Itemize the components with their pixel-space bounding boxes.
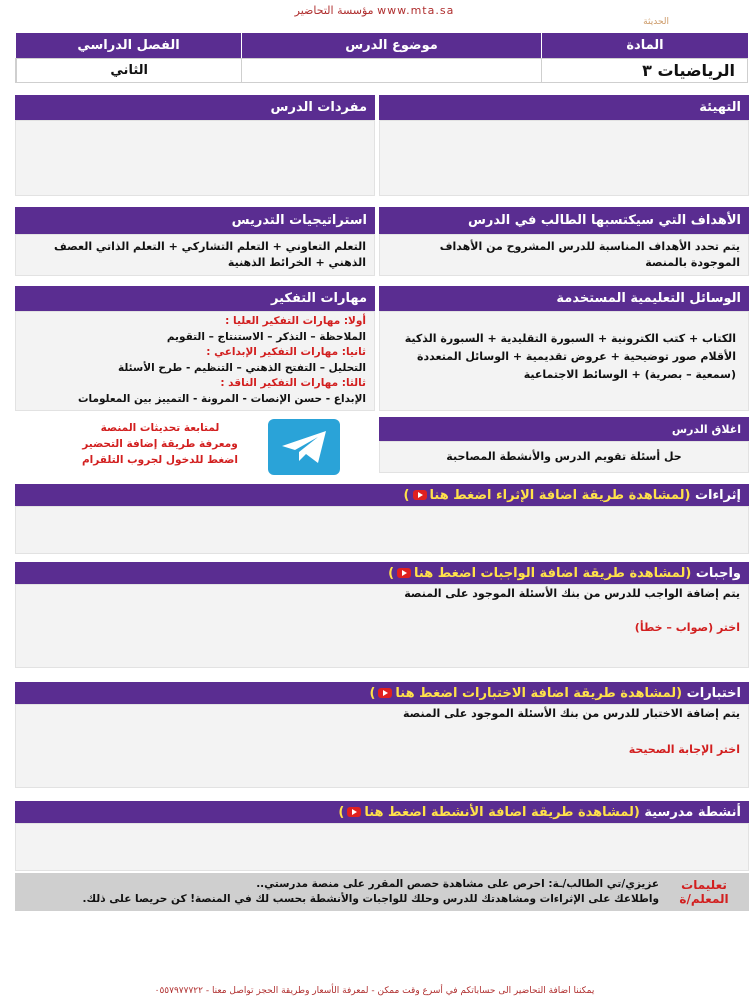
homework-text: يتم إضافة الواجب للدرس من بنك الأسئلة الموجود على المنصة xyxy=(404,587,740,600)
thinking-body xyxy=(15,311,375,411)
homework-link[interactable]: (لمشاهدة طريقة اضافة الواجبات اضغط هنا xyxy=(414,565,692,581)
youtube-icon[interactable] xyxy=(413,490,427,500)
closing-text: حل أسئلة تقويم الدرس والأنشطة المصاحبة xyxy=(379,441,749,473)
tests-title: اختبارات xyxy=(686,685,741,701)
teacher-label: تعليمات المعلم/ة xyxy=(679,878,729,906)
enrich-title: إثراءات xyxy=(694,487,741,503)
strategies-text: التعلم التعاوني + التعلم التشاركي + التعلم الذاتي العصف الذهني + الخرائط الذهنية xyxy=(15,234,375,276)
subject-label: المادة xyxy=(541,33,748,58)
topic-label: موضوع الدرس xyxy=(241,33,541,58)
tests-text: يتم إضافة الاختبار للدرس من بنك الأسئلة الموجود على المنصة xyxy=(403,707,740,720)
teacher-line2: واطلاعك على الإثراءات ومشاهدتك للدرس وحلك للواجبات والأنشطة بحسب لك في المنصة! كن حريصا على ذلك. xyxy=(82,893,659,905)
enrich-body xyxy=(15,506,749,554)
teacher-line1-prefix: عزيزي/تي الطالب/ـة: xyxy=(548,878,659,890)
telegram-icon[interactable] xyxy=(268,419,340,475)
term-value: الثاني xyxy=(16,59,241,82)
subject-value: الرياضيات ٣ xyxy=(541,59,747,82)
activities-bar: أنشطة مدرسية (لمشاهدة طريقة اضافة الأنشطة اضغط هنا ) xyxy=(15,801,749,823)
youtube-icon[interactable] xyxy=(378,688,392,698)
activities-body xyxy=(15,823,749,871)
telegram-plane-icon xyxy=(268,419,340,475)
objectives-title: الأهداف التي سيكتسبها الطالب في الدرس xyxy=(379,207,749,234)
thinking-heading-3: ثالثا: مهارات التفكير الناقد : xyxy=(220,377,366,389)
site-header: مؤسسة التحاضير www.mta.sa xyxy=(294,4,455,17)
vocab-title: مفردات الدرس xyxy=(15,95,375,120)
youtube-icon[interactable] xyxy=(397,568,411,578)
thinking-text-3: الإبداع - حسن الإنصات - المرونة - التمييز بين المعلومات xyxy=(77,392,366,405)
tests-link[interactable]: (لمشاهدة طريقة اضافة الاختبارات اضغط هنا xyxy=(395,685,683,701)
promo-line-2: ومعرفة طريقة إضافة التحضير xyxy=(82,438,238,450)
thinking-text-2: التحليل – التفتح الذهني – التنظيم - طرح الأسئلة xyxy=(117,361,366,374)
homework-title: واجبات xyxy=(695,565,741,581)
tests-bar: اختبارات (لمشاهدة طريقة اضافة الاختبارات اضغط هنا ) xyxy=(15,682,749,704)
telegram-promo[interactable] xyxy=(60,420,260,468)
thinking-heading-1: أولا: مهارات التفكير العليا : xyxy=(225,315,366,327)
thinking-title: مهارات التفكير xyxy=(15,286,375,311)
warmup-body xyxy=(379,120,749,196)
homework-choice: اختر (صواب – خطأ) xyxy=(634,621,740,634)
homework-bar: واجبات (لمشاهدة طريقة اضافة الواجبات اضغط هنا ) xyxy=(15,562,749,584)
teacher-line1: احرص على مشاهدة حصص المقرر على منصة مدرستي.. xyxy=(256,878,545,890)
vocab-body xyxy=(15,120,375,196)
term-label: الفصل الدراسي xyxy=(15,33,241,58)
tools-title: الوسائل التعليمية المستخدمة xyxy=(379,286,749,311)
closing-title: اغلاق الدرس xyxy=(379,417,749,441)
activities-title: أنشطة مدرسية xyxy=(644,804,741,820)
thinking-text-1: الملاحظة – التذكر – الاستنتاج – التقويم xyxy=(166,330,366,343)
tests-choice: اختر الإجابة الصحيحة xyxy=(628,743,740,756)
promo-line-3: اضغط للدخول لجروب التلقرام xyxy=(81,454,239,466)
thinking-heading-2: ثانيا: مهارات التفكير الإبداعي : xyxy=(206,346,366,358)
enrich-bar: إثراءات (لمشاهدة طريقة اضافة الإثراء اضغط هنا ) xyxy=(15,484,749,506)
activities-link[interactable]: (لمشاهدة طريقة اضافة الأنشطة اضغط هنا xyxy=(364,804,640,820)
topic-value xyxy=(241,59,540,82)
tools-text: الكتاب + كتب الكترونية + السبورة التقليدية + السبورة الذكية الأقلام صور توضيحية + عروض تقديمية + الوسائل المتعددة (سمعية – بصرية) + الوسائط الاجتماعية xyxy=(379,311,749,411)
strategies-title: استراتيجيات التدريس xyxy=(15,207,375,234)
info-table-header xyxy=(15,33,748,58)
footer-note: يمكننا اضافة التحاضير الى حساباتكم في أسرع وقت ممكن - لمعرفة الأسعار وطريقة الحجز تواصل معنا - ٠٥٥٧٩٧٧٧٢٢ xyxy=(154,986,595,996)
objectives-text: يتم تحدد الأهداف المناسبة للدرس المشروح من الأهداف الموجودة بالمنصة xyxy=(379,234,749,276)
teacher-text xyxy=(15,877,659,907)
tests-body xyxy=(15,704,749,788)
info-table-values xyxy=(15,58,748,83)
header-tag: الحديثة xyxy=(643,17,669,27)
promo-line-1: لمتابعة تحديثات المنصة xyxy=(100,422,220,434)
warmup-title: التهيئة xyxy=(379,95,749,120)
youtube-icon[interactable] xyxy=(347,807,361,817)
teacher-instructions xyxy=(15,873,749,911)
enrich-link[interactable]: (لمشاهدة طريقة اضافة الإثراء اضغط هنا xyxy=(429,487,691,503)
homework-body xyxy=(15,584,749,668)
